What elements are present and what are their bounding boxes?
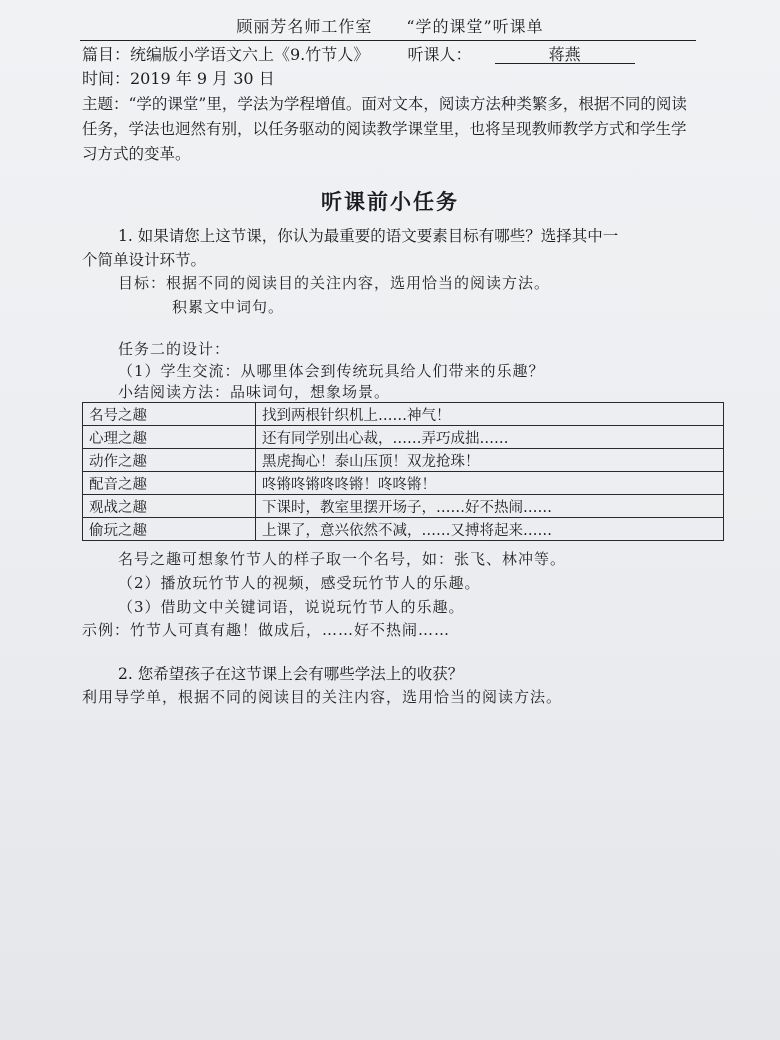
fun-table	[82, 402, 724, 541]
sheet-header-title: 顾丽芳名师工作室 “学的课堂”听课单	[236, 17, 544, 36]
question2-line1: 2. 您希望孩子在这节课上会有哪些学法上的收获？	[118, 665, 464, 683]
fun-name-cell: 观战之趣	[83, 495, 256, 518]
fun-quote-cell: 黑虎掏心！泰山压顶！双龙抢珠！	[256, 449, 724, 472]
goal-line-2: 积累文中词句。	[172, 298, 285, 316]
fun-quote-cell: 下课时，教室里摆开场子，……好不热闹……	[256, 495, 724, 518]
task2-step3: （3）借助文中关键词语，说说玩竹节人的乐趣。	[118, 598, 465, 616]
table-row	[83, 472, 724, 495]
example-line: 示例：竹节人可真有趣！做成后，……好不热闹……	[82, 621, 451, 639]
meta-chapter-row	[82, 42, 635, 65]
fun-name-cell: 配音之趣	[83, 472, 256, 495]
listener-label: 听课人：	[407, 45, 472, 64]
table-row	[83, 403, 724, 426]
task2-title: 任务二的设计：	[118, 340, 231, 358]
fun-name-cell: 偷玩之趣	[83, 518, 256, 541]
question1-line1: 1. 如果请您上这节课，你认为最重要的语文要素目标有哪些？选择其中一	[118, 227, 619, 245]
fun-name-cell: 心理之趣	[83, 426, 256, 449]
question2-answer: 利用导学单，根据不同的阅读目的关注内容，选用恰当的阅读方法。	[82, 688, 563, 706]
chapter-text: 篇目：统编版小学语文六上《9.竹节人》	[82, 45, 370, 64]
table-row	[83, 449, 724, 472]
fun-quote-cell: 找到两根针织机上……神气！	[256, 403, 724, 426]
task2-summary: 小结阅读方法：品味词句，想象场景。	[118, 383, 391, 401]
header-divider	[80, 40, 696, 41]
table-note: 名号之趣可想象竹节人的样子取一个名号，如：张飞、林冲等。	[118, 550, 567, 568]
table-row	[83, 426, 724, 449]
fun-quote-cell: 还有同学别出心裁，……弄巧成拙……	[256, 426, 724, 449]
task2-step2: （2）播放玩竹节人的视频，感受玩竹节人的乐趣。	[118, 574, 481, 592]
table-row	[83, 495, 724, 518]
theme-paragraph: 主题：“学的课堂”里，学法为学程增值。面对文本，阅读方法种类繁多，根据不同的阅读任务，学法也迥然有别，以任务驱动的阅读教学课堂里，也将呈现教师教学方式和学生学习方式的变革。	[82, 95, 687, 163]
fun-name-cell: 名号之趣	[83, 403, 256, 426]
task2-step1: （1）学生交流：从哪里体会到传统玩具给人们带来的乐趣？	[118, 362, 545, 380]
meta-time: 时间：2019 年 9 月 30 日	[82, 69, 275, 88]
question1-line2: 个简单设计环节。	[82, 251, 207, 269]
goal-line: 目标：根据不同的阅读目的关注内容，选用恰当的阅读方法。	[118, 274, 551, 292]
fun-name-cell: 动作之趣	[83, 449, 256, 472]
fun-quote-cell: 上课了，意兴依然不减，……又搏将起来……	[256, 518, 724, 541]
table-row	[83, 518, 724, 541]
listener-name: 蒋燕	[495, 47, 635, 64]
fun-quote-cell: 咚锵咚锵咚咚锵！咚咚锵！	[256, 472, 724, 495]
section-title: 听课前小任务	[321, 189, 459, 214]
